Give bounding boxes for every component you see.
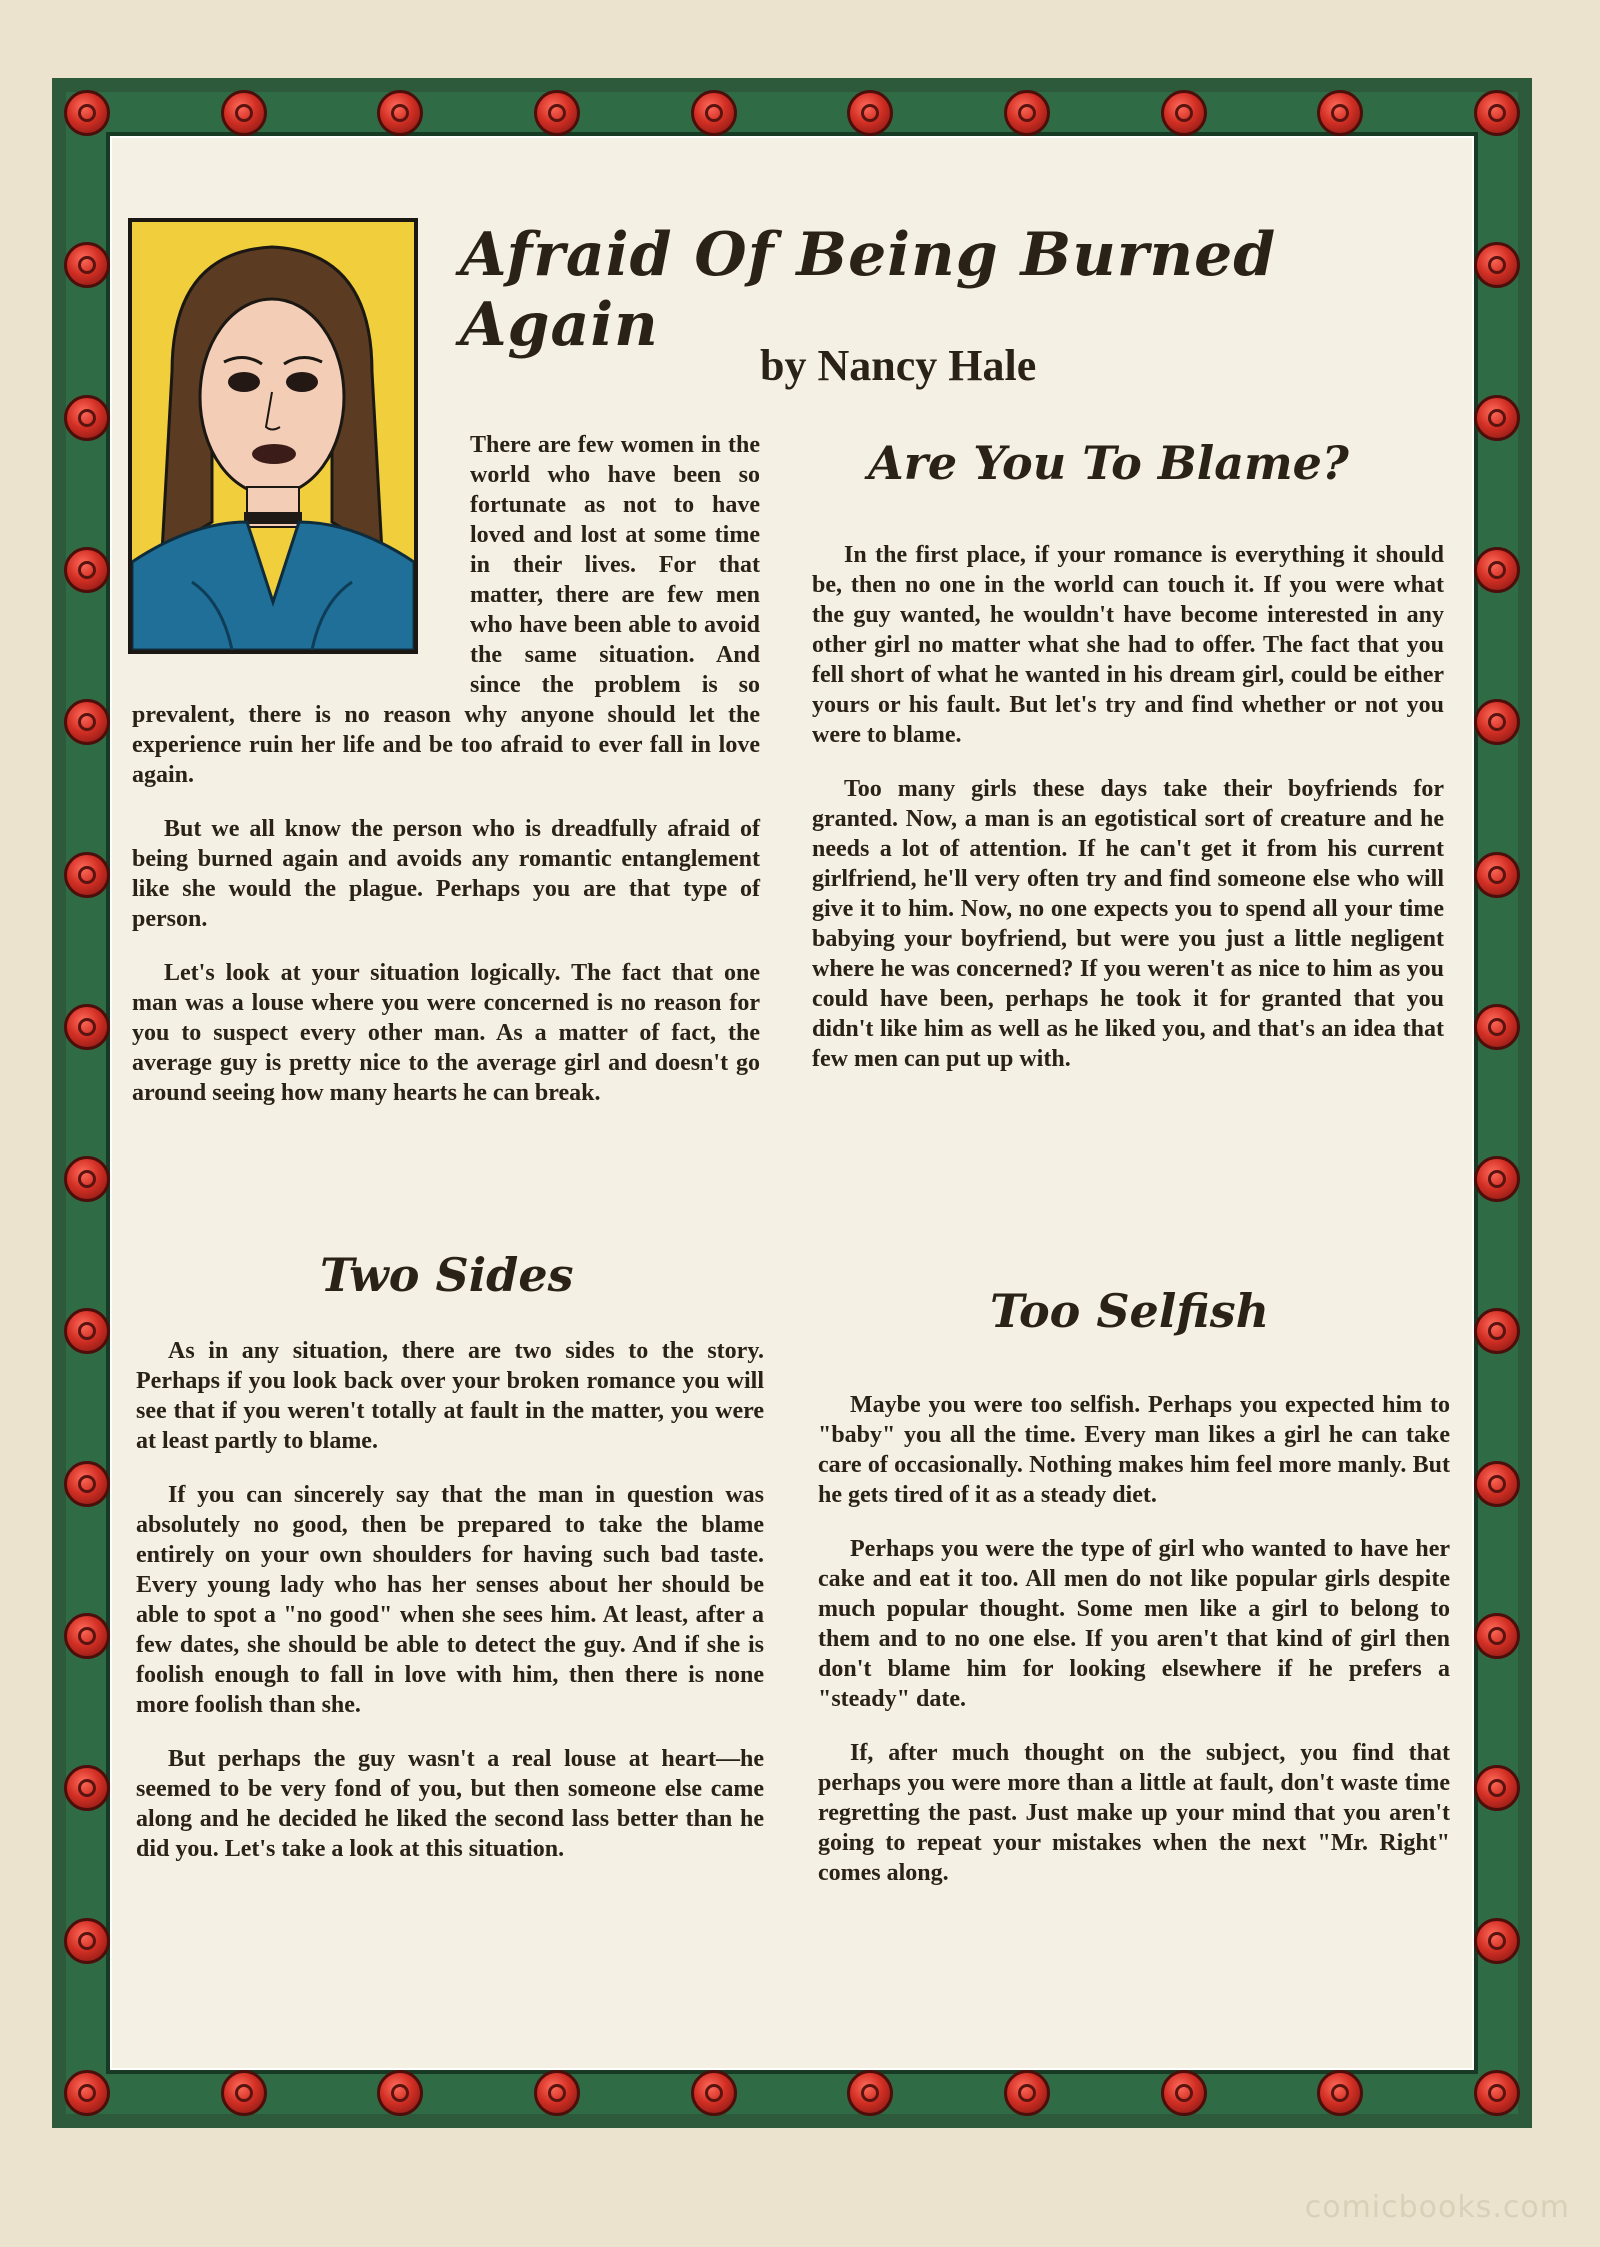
two-sides-paragraph-2: If you can sincerely say that the man in question was absolutely no good, then be prepared to take the blame entirely on your own shoulders for having such bad taste. Every young lady who has her senses about her should be able to spot a "no good" when she sees him. At least, after a few dates, she should be able to detect the guy. And if she is foolish enough to fall in love with him, then there is none more foolish than she. (136, 1482, 764, 1718)
article-title: Afraid Of Being Burned Again (460, 220, 1277, 360)
heading-are-you-to-blame: Are You To Blame? (868, 436, 1349, 490)
intro-paragraph-3: Let's look at your situation logically. The fact that one man was a louse where you were concerned is no reason for you to suspect every other man. As a matter of fact, the average guy is pretty nice to the average girl and doesn't go around seeing how many hearts he can break. (132, 960, 760, 1106)
intro-paragraph-2: But we all know the person who is dreadfully afraid of being burned again and avoids any romantic entanglement like she would the plague. Perhaps you are that type of person. (132, 816, 760, 932)
two-sides-column (136, 1336, 764, 1888)
selfish-paragraph-2: Perhaps you were the type of girl who wanted to have her cake and eat it too. All men do not like popular girls despite much popular thought. Some men like a girl to belong to them and to no one else. If you aren't that kind of girl then don't blame him for looking elsewhere if he prefers a "steady" date. (818, 1536, 1450, 1712)
selfish-paragraph-1: Maybe you were too selfish. Perhaps you expected him to "baby" you all the time. Every man likes a girl he can take care of occasionally. Nothing makes him feel more manly. But he gets tired of it as a steady diet. (818, 1392, 1450, 1508)
portrait-wrap-spacer (132, 430, 470, 700)
blame-paragraph-2: Too many girls these days take their boyfriends for granted. Now, a man is an egotistical sort of creature and he needs a lot of attention. If he can't get it from his current girlfriend, he'll very often try and find someone else who will give it to him. Now, no one expects you to spend all your time babying your boyfriend, but were you just a little negligent where he was concerned? If you weren't as nice to him as you could have been, perhaps he took it for granted that you didn't like him as well as he liked you, and that's an idea that few men can put up with. (812, 776, 1444, 1072)
article-byline: by Nancy Hale (760, 341, 1037, 390)
intro-column (132, 430, 760, 1132)
blame-column (812, 540, 1444, 1098)
blame-paragraph-1: In the first place, if your romance is everything it should be, then no one in the world can touch it. If you were what the guy wanted, he wouldn't have become interested in any other girl no matter what she had to offer. The fact that you fell short of what he wanted in his dream girl, could be either yours or his fault. But let's try and find whether or not you were to blame. (812, 542, 1444, 748)
selfish-paragraph-3: If, after much thought on the subject, you find that perhaps you were more than a little at fault, don't waste time regretting the past. Just make up your mind that you aren't going to repeat your mistakes when the next "Mr. Right" comes along. (818, 1740, 1450, 1886)
intro-paragraph-1-text: There are few women in the world who have been so fortunate as not to have loved and lost at some time in their lives. For that matter, there are few men who have been able to avoid the same situation. And since the problem is so prevalent, there is no reason why anyone should let the experience ruin her life and be too afraid to ever fall in love again. (132, 432, 760, 788)
heading-too-selfish: Too Selfish (990, 1284, 1270, 1338)
heading-two-sides: Two Sides (320, 1248, 574, 1302)
too-selfish-column (818, 1390, 1450, 1912)
two-sides-paragraph-3: But perhaps the guy wasn't a real louse at heart—he seemed to be very fond of you, but then someone else came along and he decided he liked the second lass better than he did you. Let's take a look at this situation. (136, 1746, 764, 1862)
two-sides-paragraph-1: As in any situation, there are two sides to the story. Perhaps if you look back over your broken romance you will see that if you weren't totally at fault in the matter, you were at least partly to blame. (136, 1338, 764, 1454)
watermark: comicbooks.com (1304, 2190, 1570, 2225)
